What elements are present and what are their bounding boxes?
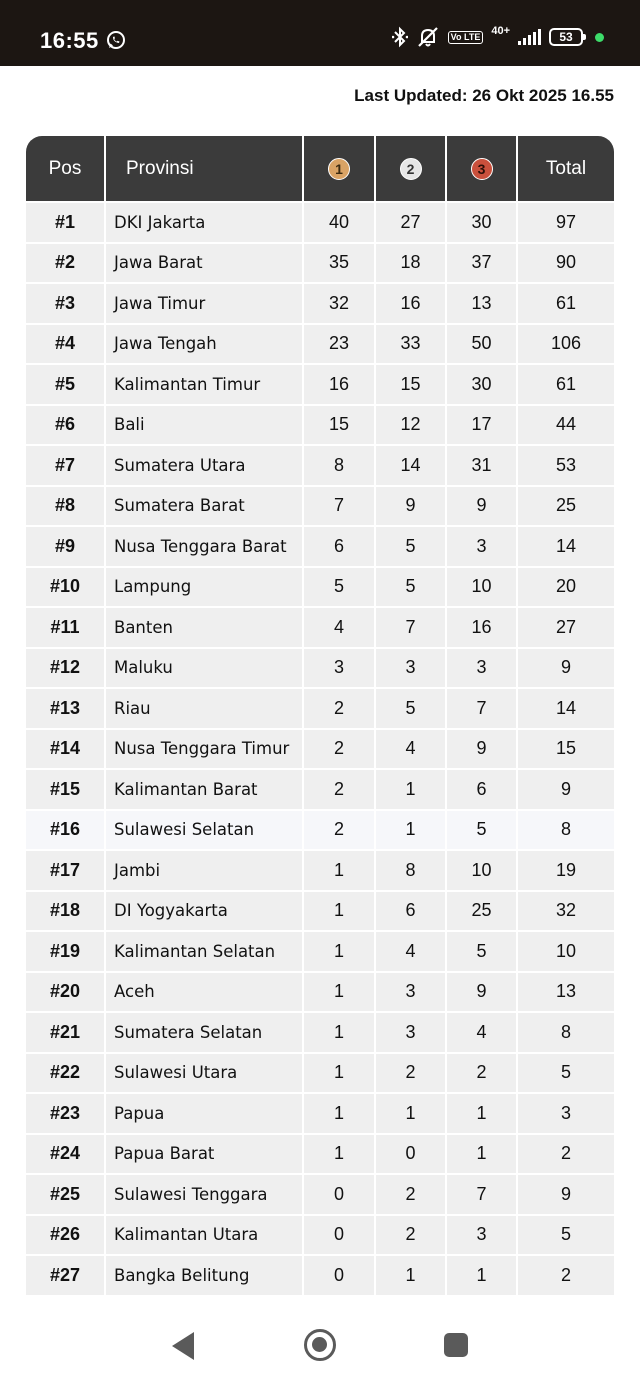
cell-gold: 8 (304, 446, 376, 487)
cell-pos: #9 (26, 527, 106, 568)
cell-province: Sumatera Selatan (106, 1013, 304, 1054)
cell-pos: #12 (26, 649, 106, 690)
mute-icon (416, 26, 440, 48)
cell-total: 32 (518, 892, 614, 933)
cell-province: Bali (106, 406, 304, 447)
table-row[interactable] (26, 527, 614, 568)
cell-silver: 0 (376, 1135, 447, 1176)
table-row[interactable] (26, 406, 614, 447)
status-icons (392, 26, 604, 48)
table-row[interactable] (26, 811, 614, 852)
cell-province: Bangka Belitung (106, 1256, 304, 1297)
cell-province: Jambi (106, 851, 304, 892)
cell-province: Jawa Timur (106, 284, 304, 325)
cell-gold: 2 (304, 770, 376, 811)
cell-province: Papua Barat (106, 1135, 304, 1176)
table-row[interactable] (26, 649, 614, 690)
cell-total: 44 (518, 406, 614, 447)
table-row[interactable] (26, 487, 614, 528)
cell-pos: #10 (26, 568, 106, 609)
table-row[interactable] (26, 689, 614, 730)
cell-gold: 0 (304, 1216, 376, 1257)
cell-silver: 18 (376, 244, 447, 285)
cell-pos: #17 (26, 851, 106, 892)
last-updated-text: Last Updated: 26 Okt 2025 16.55 (354, 86, 614, 105)
cell-silver: 16 (376, 284, 447, 325)
cell-pos: #18 (26, 892, 106, 933)
cell-bronze: 1 (447, 1256, 518, 1297)
cell-bronze: 6 (447, 770, 518, 811)
header-total[interactable]: Total (545, 157, 587, 179)
cell-bronze: 9 (447, 487, 518, 528)
cell-pos: #8 (26, 487, 106, 528)
cell-pos: #5 (26, 365, 106, 406)
cell-total: 9 (518, 770, 614, 811)
cell-silver: 12 (376, 406, 447, 447)
cell-province: DI Yogyakarta (106, 892, 304, 933)
cell-total: 20 (518, 568, 614, 609)
table-row[interactable] (26, 1094, 614, 1135)
table-row[interactable] (26, 851, 614, 892)
cell-total: 14 (518, 527, 614, 568)
cell-gold: 23 (304, 325, 376, 366)
home-icon[interactable] (304, 1329, 336, 1361)
cell-silver: 14 (376, 446, 447, 487)
cell-bronze: 5 (447, 811, 518, 852)
cell-gold: 2 (304, 689, 376, 730)
table-header (26, 136, 614, 201)
cell-province: Maluku (106, 649, 304, 690)
cell-province: Sumatera Barat (106, 487, 304, 528)
network-type: 40+ (491, 25, 510, 37)
header-gold[interactable] (304, 136, 376, 201)
cell-gold: 35 (304, 244, 376, 285)
cell-total: 97 (518, 203, 614, 244)
cell-total: 9 (518, 649, 614, 690)
cell-province: Kalimantan Timur (106, 365, 304, 406)
silver-medal-icon: 2 (400, 158, 422, 180)
cell-silver: 5 (376, 689, 447, 730)
cell-bronze: 25 (447, 892, 518, 933)
table-row[interactable] (26, 892, 614, 933)
cell-silver: 2 (376, 1175, 447, 1216)
cell-bronze: 3 (447, 649, 518, 690)
table-row[interactable] (26, 973, 614, 1014)
table-row[interactable] (26, 932, 614, 973)
table-row[interactable] (26, 203, 614, 244)
battery-icon (549, 28, 583, 46)
header-pos[interactable]: Pos (26, 136, 106, 201)
cell-pos: #25 (26, 1175, 106, 1216)
cell-total: 19 (518, 851, 614, 892)
cell-silver: 3 (376, 973, 447, 1014)
cell-pos: #7 (26, 446, 106, 487)
cell-bronze: 9 (447, 973, 518, 1014)
back-icon[interactable] (172, 1332, 194, 1360)
cell-bronze: 31 (447, 446, 518, 487)
cell-province: Banten (106, 608, 304, 649)
cell-total: 8 (518, 811, 614, 852)
cell-silver: 5 (376, 568, 447, 609)
cell-gold: 5 (304, 568, 376, 609)
cell-bronze: 7 (447, 689, 518, 730)
cell-bronze: 10 (447, 568, 518, 609)
cell-pos: #22 (26, 1054, 106, 1095)
cell-pos: #27 (26, 1256, 106, 1297)
cell-province: Kalimantan Barat (106, 770, 304, 811)
cell-pos: #2 (26, 244, 106, 285)
cell-gold: 32 (304, 284, 376, 325)
cell-gold: 1 (304, 1135, 376, 1176)
cell-bronze: 10 (447, 851, 518, 892)
cell-gold: 7 (304, 487, 376, 528)
cell-pos: #21 (26, 1013, 106, 1054)
cell-pos: #3 (26, 284, 106, 325)
table-row[interactable] (26, 1216, 614, 1257)
cell-gold: 1 (304, 973, 376, 1014)
cell-silver: 9 (376, 487, 447, 528)
table-row[interactable] (26, 608, 614, 649)
cell-total: 2 (518, 1256, 614, 1297)
cell-gold: 40 (304, 203, 376, 244)
cell-gold: 15 (304, 406, 376, 447)
cell-gold: 16 (304, 365, 376, 406)
cell-silver: 1 (376, 1094, 447, 1135)
cell-gold: 6 (304, 527, 376, 568)
cell-silver: 7 (376, 608, 447, 649)
table-row[interactable] (26, 730, 614, 771)
cell-bronze: 37 (447, 244, 518, 285)
cell-silver: 2 (376, 1216, 447, 1257)
cell-province: DKI Jakarta (106, 203, 304, 244)
signal-icon (518, 29, 541, 45)
cell-total: 106 (518, 325, 614, 366)
cell-pos: #23 (26, 1094, 106, 1135)
recents-icon[interactable] (444, 1333, 468, 1357)
cell-pos: #13 (26, 689, 106, 730)
cell-total: 2 (518, 1135, 614, 1176)
cell-total: 9 (518, 1175, 614, 1216)
cell-pos: #6 (26, 406, 106, 447)
table-row[interactable] (26, 365, 614, 406)
table-row[interactable] (26, 1175, 614, 1216)
cell-total: 25 (518, 487, 614, 528)
table-row[interactable] (26, 244, 614, 285)
cell-total: 13 (518, 973, 614, 1014)
gold-medal-icon: 1 (328, 158, 350, 180)
table-row[interactable] (26, 568, 614, 609)
cell-silver: 33 (376, 325, 447, 366)
cell-gold: 1 (304, 892, 376, 933)
cell-province: Sulawesi Tenggara (106, 1175, 304, 1216)
cell-province: Sumatera Utara (106, 446, 304, 487)
cell-bronze: 2 (447, 1054, 518, 1095)
cell-silver: 3 (376, 1013, 447, 1054)
cell-bronze: 9 (447, 730, 518, 771)
header-province[interactable]: Provinsi (106, 136, 304, 201)
cell-total: 61 (518, 284, 614, 325)
table-row[interactable] (26, 325, 614, 366)
cell-pos: #4 (26, 325, 106, 366)
cell-bronze: 3 (447, 527, 518, 568)
cell-total: 15 (518, 730, 614, 771)
cell-bronze: 1 (447, 1135, 518, 1176)
bluetooth-icon (392, 26, 408, 48)
cell-pos: #15 (26, 770, 106, 811)
battery-level: 53 (559, 30, 573, 44)
table-row[interactable] (26, 1256, 614, 1297)
table-row[interactable] (26, 446, 614, 487)
cell-province: Papua (106, 1094, 304, 1135)
cell-total: 27 (518, 608, 614, 649)
cell-gold: 1 (304, 851, 376, 892)
cell-gold: 1 (304, 1054, 376, 1095)
cell-province: Kalimantan Utara (106, 1216, 304, 1257)
status-time: 16:55 (40, 28, 99, 53)
table-row[interactable] (26, 1054, 614, 1095)
cell-bronze: 13 (447, 284, 518, 325)
cell-pos: #14 (26, 730, 106, 771)
cell-silver: 15 (376, 365, 447, 406)
cell-gold: 0 (304, 1256, 376, 1297)
privacy-indicator-dot (595, 33, 604, 42)
cell-pos: #1 (26, 203, 106, 244)
table-row[interactable] (26, 1013, 614, 1054)
cell-pos: #24 (26, 1135, 106, 1176)
cell-bronze: 17 (447, 406, 518, 447)
cell-pos: #11 (26, 608, 106, 649)
whatsapp-icon (106, 30, 126, 50)
cell-gold: 1 (304, 1094, 376, 1135)
cell-total: 53 (518, 446, 614, 487)
cell-total: 5 (518, 1216, 614, 1257)
cell-total: 8 (518, 1013, 614, 1054)
cell-total: 61 (518, 365, 614, 406)
cell-bronze: 1 (447, 1094, 518, 1135)
cell-province: Aceh (106, 973, 304, 1014)
cell-province: Riau (106, 689, 304, 730)
header-silver[interactable] (376, 136, 447, 201)
cell-bronze: 4 (447, 1013, 518, 1054)
cell-silver: 3 (376, 649, 447, 690)
cell-gold: 1 (304, 1013, 376, 1054)
table-row[interactable] (26, 770, 614, 811)
cell-pos: #26 (26, 1216, 106, 1257)
header-bronze[interactable] (447, 136, 518, 201)
cell-bronze: 16 (447, 608, 518, 649)
cell-bronze: 30 (447, 365, 518, 406)
cell-pos: #16 (26, 811, 106, 852)
cell-gold: 3 (304, 649, 376, 690)
status-bar (0, 0, 640, 66)
cell-province: Sulawesi Selatan (106, 811, 304, 852)
cell-bronze: 3 (447, 1216, 518, 1257)
cell-total: 5 (518, 1054, 614, 1095)
cell-province: Nusa Tenggara Timur (106, 730, 304, 771)
cell-bronze: 50 (447, 325, 518, 366)
cell-silver: 2 (376, 1054, 447, 1095)
cell-pos: #20 (26, 973, 106, 1014)
cell-province: Sulawesi Utara (106, 1054, 304, 1095)
cell-silver: 6 (376, 892, 447, 933)
cell-gold: 0 (304, 1175, 376, 1216)
table-row[interactable] (26, 1135, 614, 1176)
cell-pos: #19 (26, 932, 106, 973)
cell-bronze: 30 (447, 203, 518, 244)
cell-total: 14 (518, 689, 614, 730)
table-body (26, 203, 614, 1297)
cell-silver: 1 (376, 811, 447, 852)
cell-silver: 5 (376, 527, 447, 568)
cell-bronze: 7 (447, 1175, 518, 1216)
cell-province: Nusa Tenggara Barat (106, 527, 304, 568)
navigation-bar (0, 1310, 640, 1386)
cell-province: Jawa Tengah (106, 325, 304, 366)
cell-silver: 1 (376, 770, 447, 811)
cell-province: Kalimantan Selatan (106, 932, 304, 973)
cell-gold: 2 (304, 730, 376, 771)
cell-silver: 1 (376, 1256, 447, 1297)
volte-icon: Vo LTE (448, 31, 484, 44)
cell-gold: 2 (304, 811, 376, 852)
cell-province: Lampung (106, 568, 304, 609)
cell-province: Jawa Barat (106, 244, 304, 285)
table-row[interactable] (26, 284, 614, 325)
bronze-medal-icon: 3 (471, 158, 493, 180)
cell-gold: 1 (304, 932, 376, 973)
cell-silver: 4 (376, 730, 447, 771)
cell-total: 90 (518, 244, 614, 285)
cell-bronze: 5 (447, 932, 518, 973)
cell-silver: 27 (376, 203, 447, 244)
cell-total: 10 (518, 932, 614, 973)
medal-table (26, 136, 614, 1310)
cell-gold: 4 (304, 608, 376, 649)
cell-silver: 8 (376, 851, 447, 892)
cell-total: 3 (518, 1094, 614, 1135)
cell-silver: 4 (376, 932, 447, 973)
